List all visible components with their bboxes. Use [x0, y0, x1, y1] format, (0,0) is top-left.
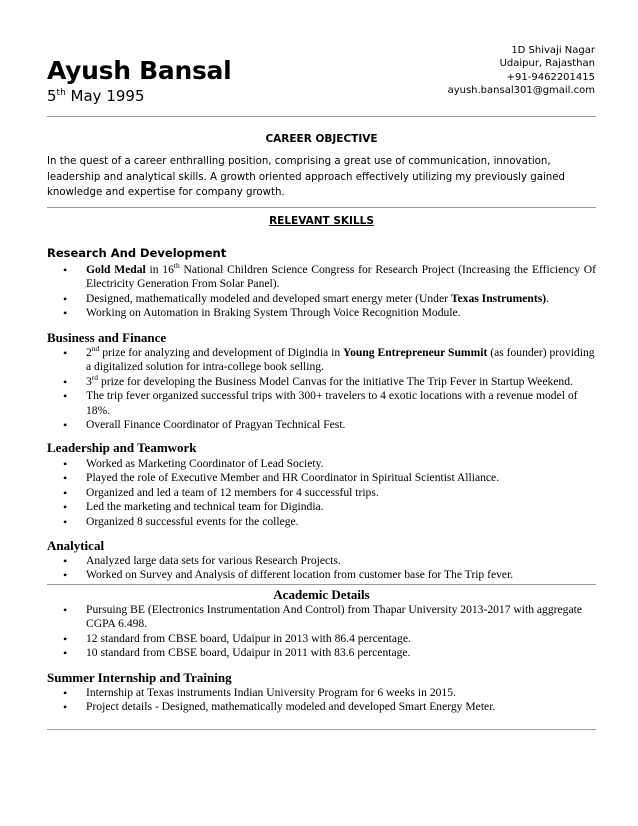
academic-list	[47, 603, 596, 661]
list-item: • Analyzed large data sets for various Research Projects.	[47, 554, 596, 568]
internship-heading: Summer Internship and Training	[47, 670, 232, 685]
email-address: ayush.bansal301@gmail.com	[447, 85, 595, 97]
contact-block	[448, 44, 595, 98]
list-item: • Gold Medal in 16th National Children Science Congress for Research Project (Increasing the Efficiency Of Electricity Generation From Solar Panel).	[47, 263, 596, 292]
list-item: • Worked on Survey and Analysis of different location from customer base for The Trip fever.	[47, 568, 596, 582]
divider-header	[47, 116, 596, 117]
list-item: • Internship at Texas instruments Indian University Program for 6 weeks in 2015.	[47, 686, 596, 700]
business-list	[47, 346, 596, 432]
internship-list	[47, 686, 596, 715]
divider-skills	[47, 584, 596, 585]
list-item: • 10 standard from CBSE board, Udaipur in 2011 with 83.6 percentage.	[47, 646, 596, 660]
analytical-list	[47, 554, 596, 583]
career-objective-text: In the quest of a career enthralling position, comprising a great use of communication, innovation, leadership and analytical skills. A growth oriented approach effectively utilizing my previously gained knowledge and expertise for company growth.	[47, 156, 565, 199]
analytical-heading: Analytical	[47, 538, 105, 553]
date-of-birth: 5th May 1995	[47, 87, 145, 105]
list-item: • Designed, mathematically modeled and developed smart energy meter (Under Texas Instruments).	[47, 292, 596, 306]
research-list	[47, 263, 596, 321]
career-objective-title: CAREER OBJECTIVE	[265, 133, 378, 145]
list-item: • Project details - Designed, mathematically modeled and developed Smart Energy Meter.	[47, 700, 596, 714]
list-item: • Working on Automation in Braking System Through Voice Recognition Module.	[47, 306, 596, 320]
phone-number: +91-9462201415	[506, 71, 595, 83]
leadership-list	[47, 457, 596, 529]
candidate-name: Ayush Bansal	[47, 56, 232, 85]
list-item: • The trip fever organized successful trips with 300+ travelers to 4 exotic locations with a revenue model of 18%.	[47, 389, 596, 418]
divider-objective	[47, 207, 596, 208]
list-item: • Organized 8 successful events for the college.	[47, 515, 596, 529]
list-item: • 3rd prize for developing the Business Model Canvas for the initiative The Trip Fever in Startup Weekend.	[47, 375, 596, 389]
academic-title: Academic Details	[273, 587, 370, 602]
divider-footer	[47, 729, 596, 730]
list-item: • Organized and led a team of 12 members for 4 successful trips.	[47, 486, 596, 500]
list-item: • Played the role of Executive Member and HR Coordinator in Spiritual Scientist Alliance.	[47, 471, 596, 485]
business-heading: Business and Finance	[47, 330, 167, 345]
list-item: • Overall Finance Coordinator of Pragyan Technical Fest.	[47, 418, 596, 432]
address-line-1: 1D Shivaji Nagar	[511, 45, 595, 56]
relevant-skills-title: RELEVANT SKILLS	[269, 215, 374, 227]
list-item: • 2nd prize for analyzing and development of Digindia in Young Entrepreneur Summit (as founder) providing a digitalized solution for intra-college book selling.	[47, 346, 596, 375]
list-item: • Worked as Marketing Coordinator of Lead Society.	[47, 457, 596, 471]
list-item: • Pursuing BE (Electronics Instrumentation And Control) from Thapar University 2013-2017 with aggregate CGPA 6.498.	[47, 603, 596, 632]
leadership-heading: Leadership and Teamwork	[47, 440, 197, 455]
address-line-2: Udaipur, Rajasthan	[499, 58, 595, 70]
list-item: • 12 standard from CBSE board, Udaipur in 2013 with 86.4 percentage.	[47, 632, 596, 646]
research-heading: Research And Development	[47, 246, 227, 260]
list-item: • Led the marketing and technical team for Digindia.	[47, 500, 596, 514]
